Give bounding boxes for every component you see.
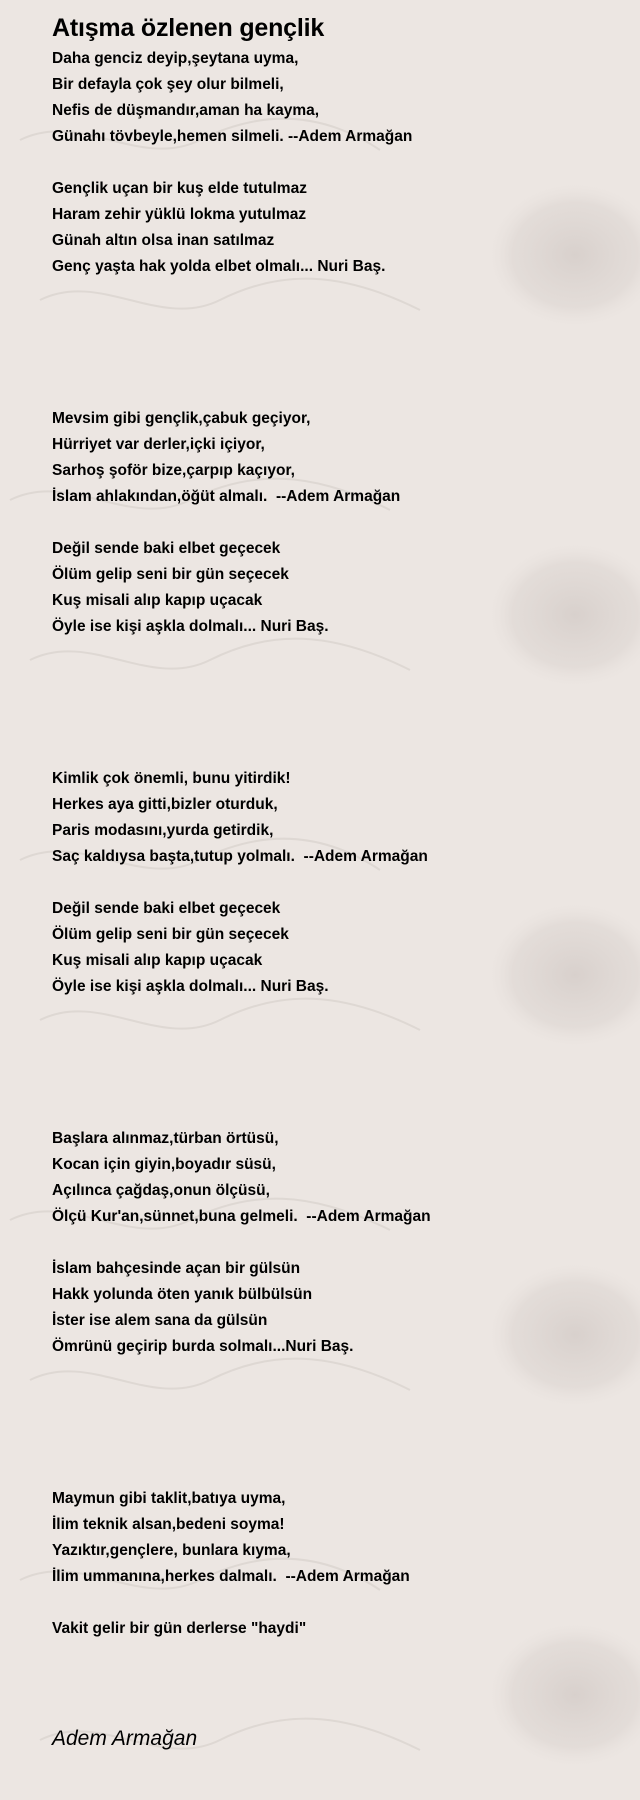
poem-line: Hakk yolunda öten yanık bülbülsün <box>52 1286 313 1303</box>
poem-line: Yazıktır,gençlere, bunlara kıyma, <box>52 1542 291 1559</box>
section-gap <box>52 1360 640 1486</box>
poem-line: Değil sende baki elbet geçecek <box>52 540 281 557</box>
poem-line: İlim ummanına,herkes dalmalı. --Adem Armağan <box>52 1568 410 1585</box>
poem-line: Kocan için giyin,boyadır süsü, <box>52 1156 276 1173</box>
poem-stanza <box>52 406 640 510</box>
poem-line: İslam ahlakından,öğüt almalı. --Adem Armağan <box>52 488 401 505</box>
poem-line: Ölüm gelip seni bir gün seçecek <box>52 566 289 583</box>
poem-line: Kuş misali alıp kapıp uçacak <box>52 952 263 969</box>
stanza-gap <box>52 1230 640 1256</box>
poem-stanza <box>52 1616 640 1642</box>
poem-stanza <box>52 536 640 640</box>
stanza-gap <box>52 150 640 176</box>
poem-line: Bir defayla çok şey olur bilmeli, <box>52 76 284 93</box>
poem-line: Öyle ise kişi aşkla dolmalı... Nuri Baş. <box>52 618 329 635</box>
poem-line: Ölçü Kur'an,sünnet,buna gelmeli. --Adem Armağan <box>52 1208 431 1225</box>
poem-line: Gençlik uçan bir kuş elde tutulmaz <box>52 180 307 197</box>
poem-line: İlim teknik alsan,bedeni soyma! <box>52 1516 285 1533</box>
section-gap <box>52 1000 640 1126</box>
poem-title: Atışma özlenen gençlik <box>52 14 325 42</box>
section-gap <box>52 280 640 406</box>
poem-line: Ömrünü geçirip burda solmalı...Nuri Baş. <box>52 1338 354 1355</box>
poem-author: Adem Armağan <box>52 1727 198 1750</box>
poem-line: Başlara alınmaz,türban örtüsü, <box>52 1130 279 1147</box>
poem-line: Nefis de düşmandır,aman ha kayma, <box>52 102 320 119</box>
poem-stanza <box>52 1486 640 1590</box>
poem-line: Günah altın olsa inan satılmaz <box>52 232 275 249</box>
poem-line: Mevsim gibi gençlik,çabuk geçiyor, <box>52 410 311 427</box>
poem-line: Saç kaldıysa başta,tutup yolmalı. --Adem Armağan <box>52 848 428 865</box>
poem-line: Günahı tövbeyle,hemen silmeli. --Adem Armağan <box>52 128 413 145</box>
poem-line: Açılınca çağdaş,onun ölçüsü, <box>52 1182 270 1199</box>
poem-line: Ölüm gelip seni bir gün seçecek <box>52 926 289 943</box>
poem-stanza <box>52 896 640 1000</box>
poem-line: Herkes aya gitti,bizler oturduk, <box>52 796 278 813</box>
poem-line: Kimlik çok önemli, bunu yitirdik! <box>52 770 291 787</box>
poem-stanza <box>52 766 640 870</box>
poem-line: Değil sende baki elbet geçecek <box>52 900 281 917</box>
poem-line: Maymun gibi taklit,batıya uyma, <box>52 1490 286 1507</box>
poem-line: Vakit gelir bir gün derlerse "haydi" <box>52 1620 307 1637</box>
poem-stanza <box>52 1126 640 1230</box>
poem-line: Hürriyet var derler,içki içiyor, <box>52 436 265 453</box>
poem-line: Kuş misali alıp kapıp uçacak <box>52 592 263 609</box>
poem-line: İslam bahçesinde açan bir gülsün <box>52 1260 301 1277</box>
poem-line: Paris modasını,yurda getirdik, <box>52 822 274 839</box>
stanza-gap <box>52 1590 640 1616</box>
poem-stanza <box>52 46 640 150</box>
poem-line: Öyle ise kişi aşkla dolmalı... Nuri Baş. <box>52 978 329 995</box>
poem-body <box>52 46 640 1642</box>
poem-line: Genç yaşta hak yolda elbet olmalı... Nuri Baş. <box>52 258 386 275</box>
stanza-gap <box>52 510 640 536</box>
poem-stanza <box>52 176 640 280</box>
section-gap <box>52 640 640 766</box>
poem-stanza <box>52 1256 640 1360</box>
poem-line: Sarhoş şoför bize,çarpıp kaçıyor, <box>52 462 295 479</box>
poem-line: İster ise alem sana da gülsün <box>52 1312 268 1329</box>
poem-line: Daha genciz deyip,şeytana uyma, <box>52 50 299 67</box>
poem-line: Haram zehir yüklü lokma yutulmaz <box>52 206 307 223</box>
stanza-gap <box>52 870 640 896</box>
